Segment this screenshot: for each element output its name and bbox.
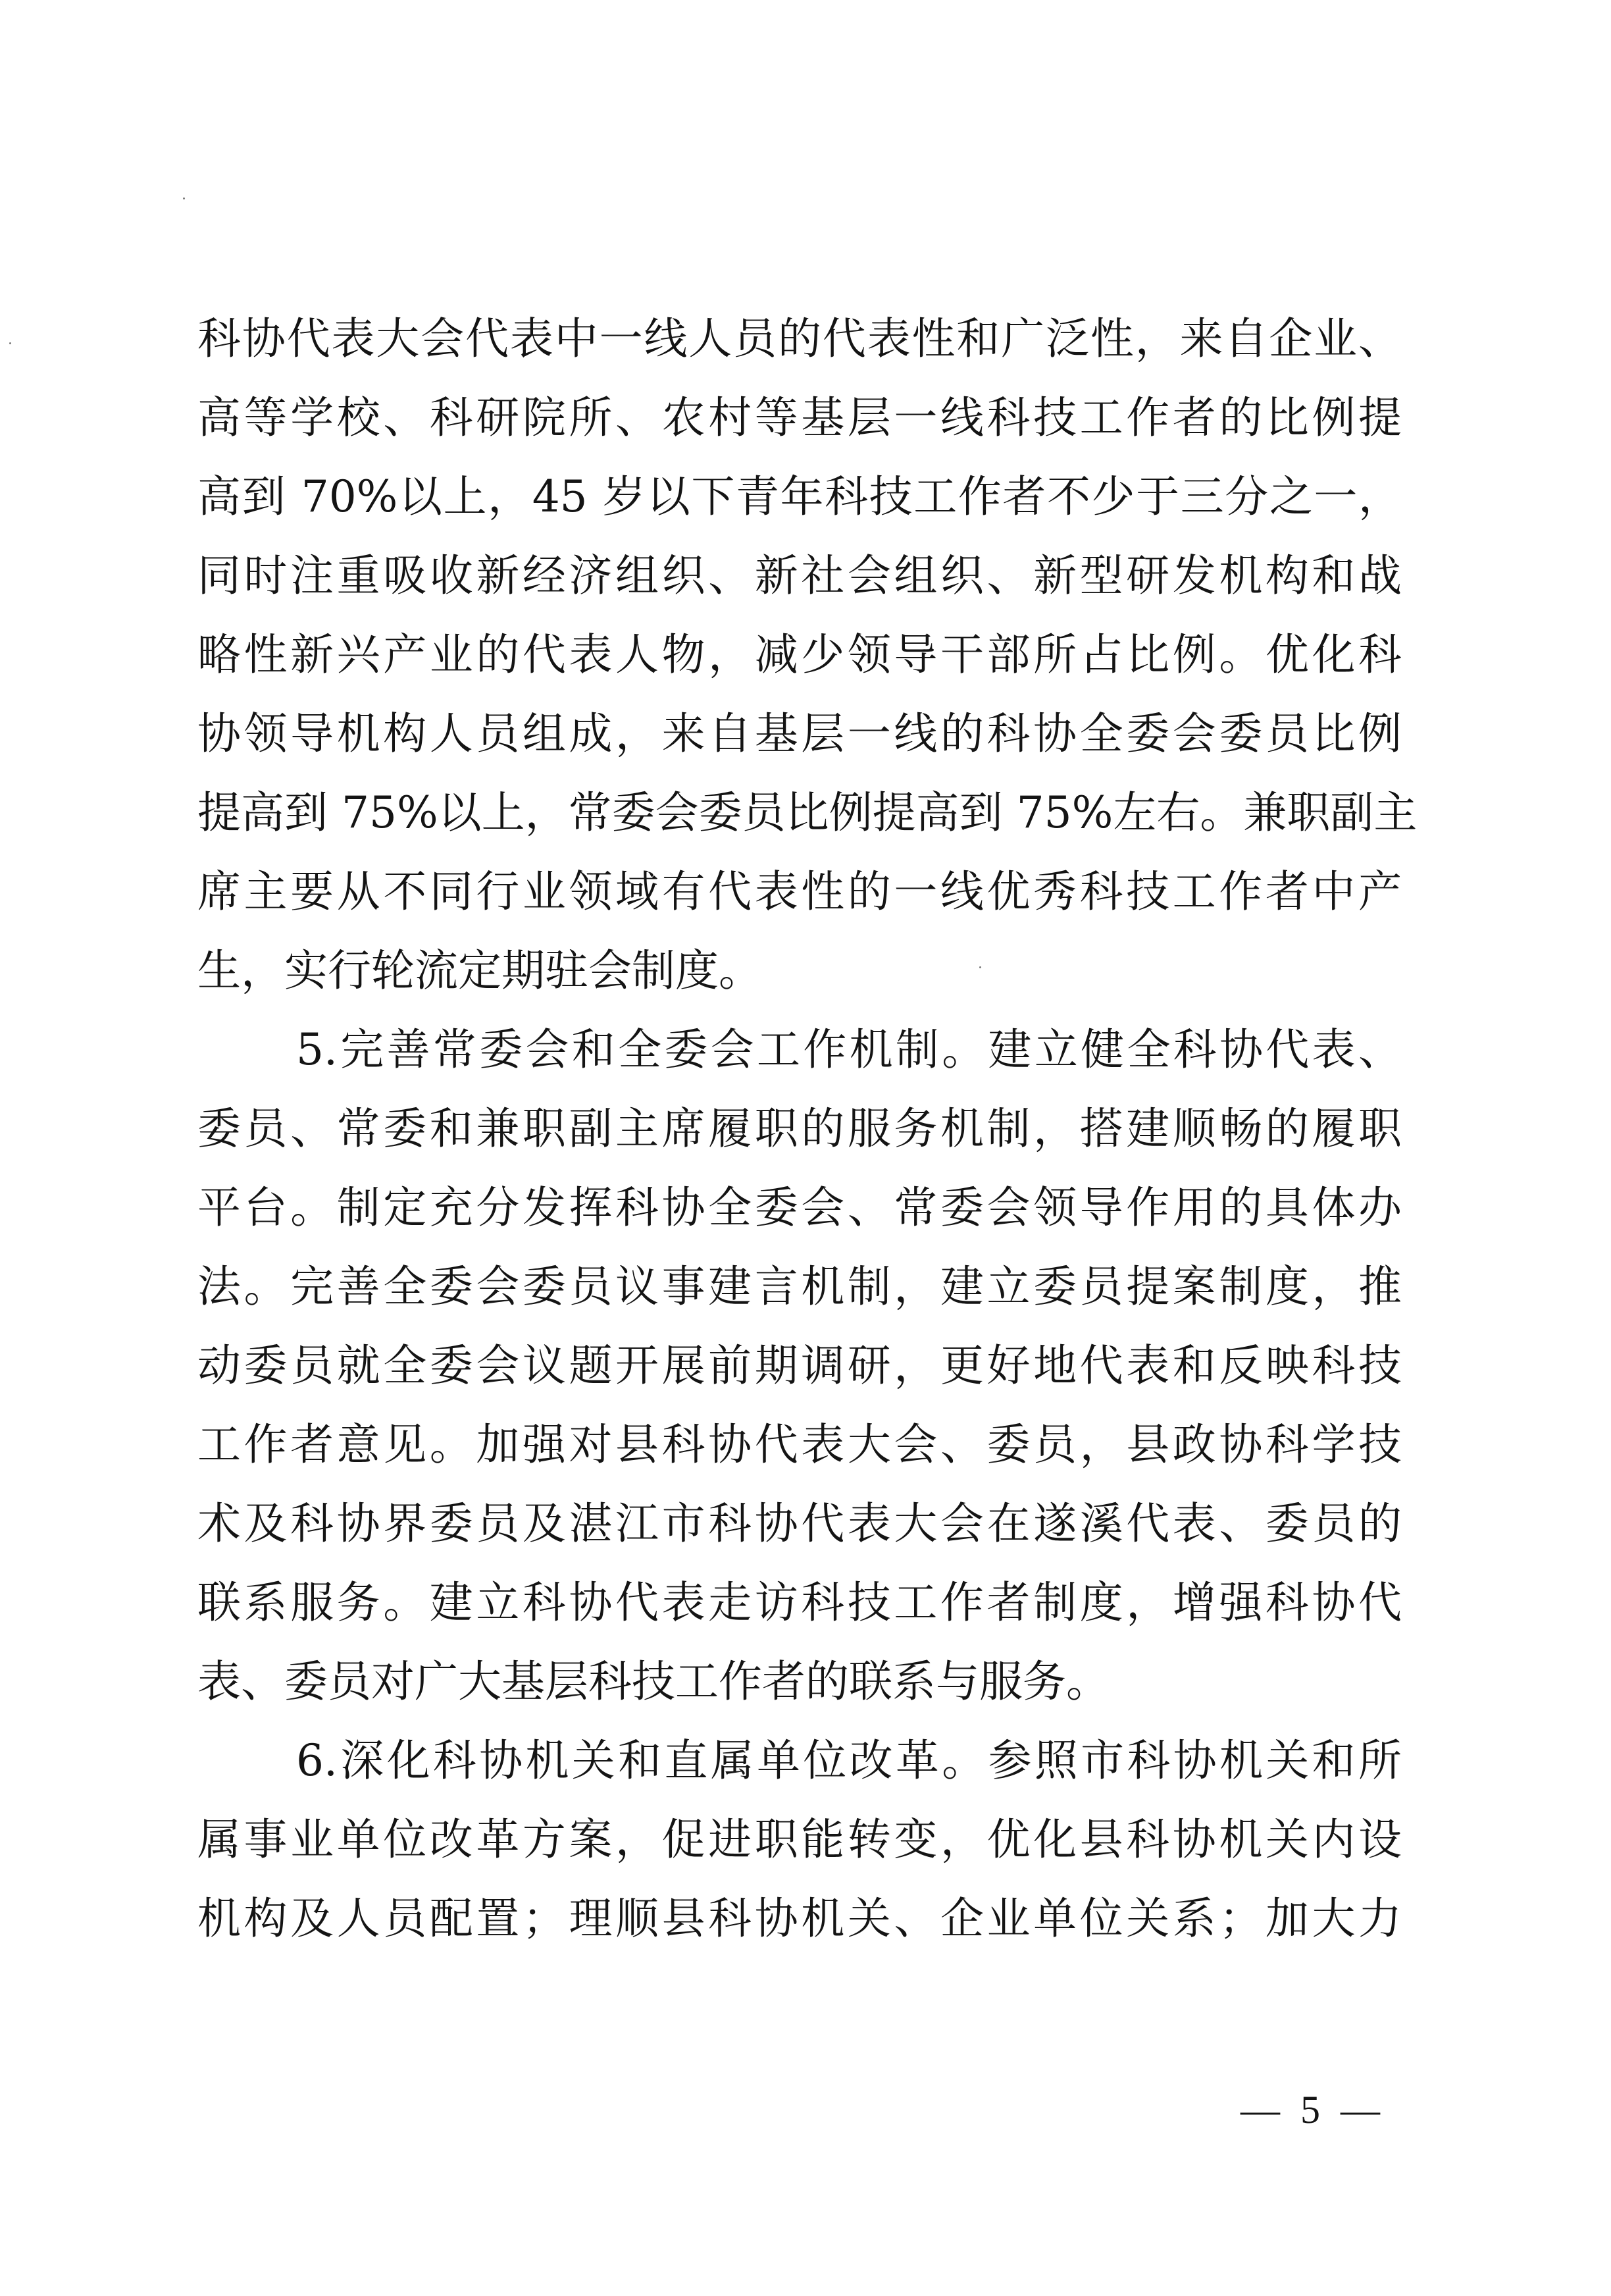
text-line: 联系服务。建立科协代表走访科技工作者制度，增强科协代 xyxy=(197,1577,1402,1628)
text-line: 席主要从不同行业领域有代表性的一线优秀科技工作者中产 xyxy=(197,866,1402,917)
text-line: 高到 70%以上，45 岁以下青年科技工作者不少于三分之一， xyxy=(197,471,1402,522)
page-number: — 5 — xyxy=(1240,2088,1385,2131)
text-line: 高等学校、科研院所、农村等基层一线科技工作者的比例提 xyxy=(197,392,1402,443)
text-line: 术及科协界委员及湛江市科协代表大会在遂溪代表、委员的 xyxy=(197,1498,1402,1549)
text-line: 协领导机构人员组成，来自基层一线的科协全委会委员比例 xyxy=(197,708,1402,759)
text-line: 委员、常委和兼职副主席履职的服务机制，搭建顺畅的履职 xyxy=(197,1103,1402,1154)
text-line: 属事业单位改革方案，促进职能转变，优化县科协机关内设 xyxy=(197,1814,1402,1865)
text-line: 工作者意见。加强对县科协代表大会、委员，县政协科学技 xyxy=(197,1419,1402,1470)
text-line: 科协代表大会代表中一线人员的代表性和广泛性，来自企业、 xyxy=(197,313,1402,364)
text-line: 提高到 75%以上，常委会委员比例提高到 75%左右。兼职副主 xyxy=(197,787,1418,838)
text-line: 动委员就全委会议题开展前期调研，更好地代表和反映科技 xyxy=(197,1340,1402,1391)
text-line: 表、委员对广大基层科技工作者的联系与服务。 xyxy=(197,1656,1110,1707)
scan-speck xyxy=(9,342,11,344)
paragraph-heading-5: 5.完善常委会和全委会工作机制。建立健全科协代表、 xyxy=(296,1024,1402,1075)
text-line: 机构及人员配置；理顺县科协机关、企业单位关系；加大力 xyxy=(197,1893,1402,1944)
text-line: 生，实行轮流定期驻会制度。 xyxy=(197,945,762,996)
text-line: 平台。制定充分发挥科协全委会、常委会领导作用的具体办 xyxy=(197,1182,1402,1233)
text-line: 略性新兴产业的代表人物，减少领导干部所占比例。优化科 xyxy=(197,629,1402,680)
scan-speck xyxy=(183,197,185,199)
text-line: 同时注重吸收新经济组织、新社会组织、新型研发机构和战 xyxy=(197,550,1402,601)
text-line: 法。完善全委会委员议事建言机制，建立委员提案制度，推 xyxy=(197,1261,1402,1312)
paragraph-heading-6: 6.深化科协机关和直属单位改革。参照市科协机关和所 xyxy=(296,1735,1402,1786)
